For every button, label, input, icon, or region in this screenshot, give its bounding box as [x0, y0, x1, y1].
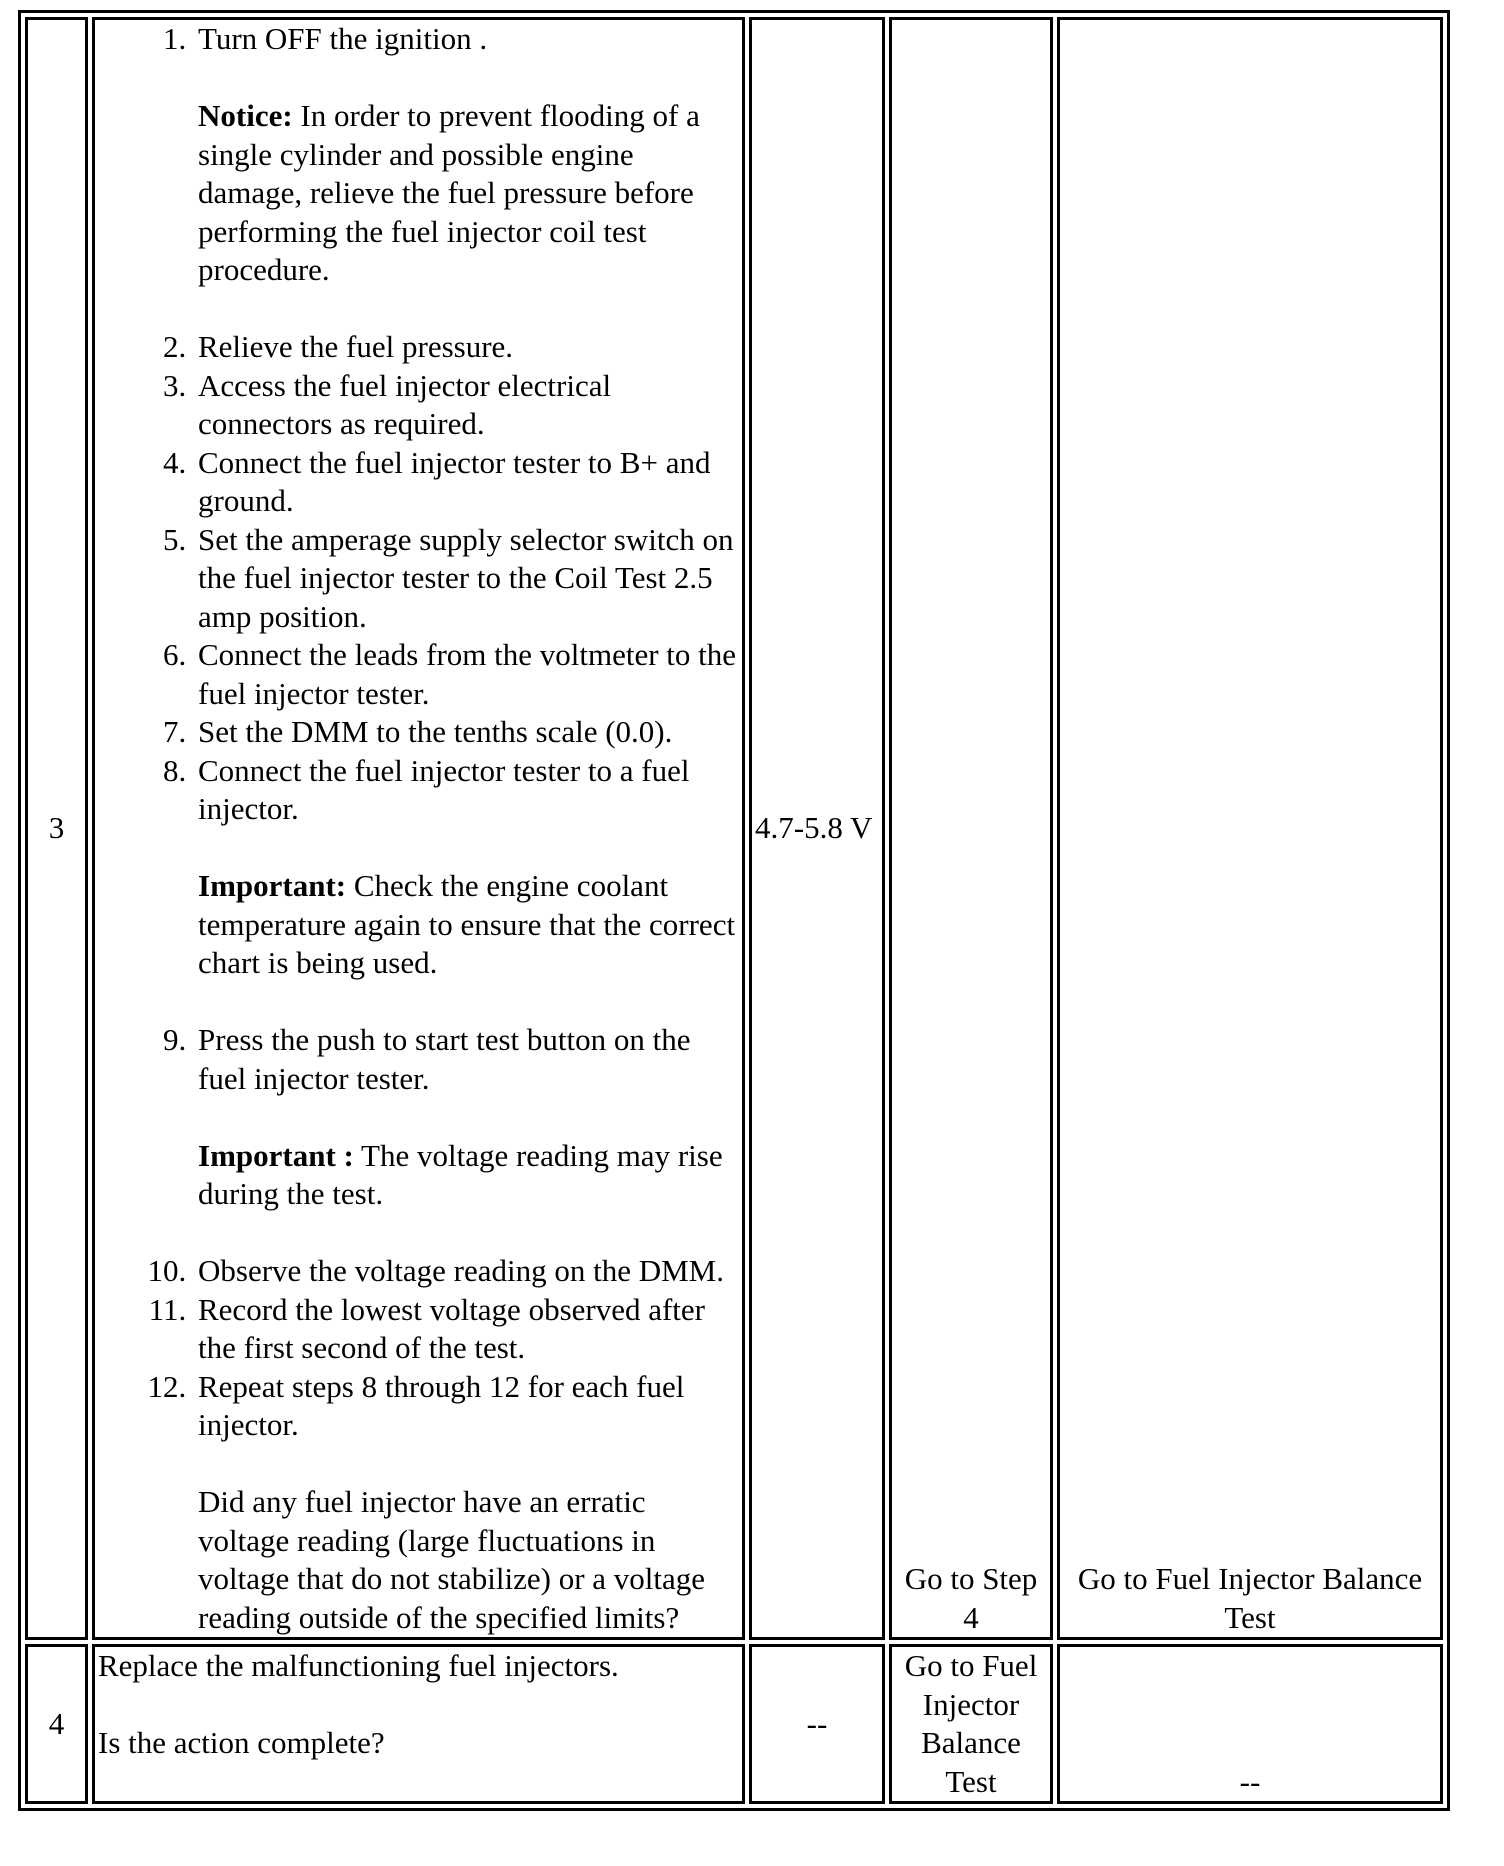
- no-cell: [1057, 1644, 1443, 1804]
- specified-value: 4.7-5.8 V: [755, 810, 873, 846]
- step-number: 3: [48, 810, 65, 846]
- list-item: 4. Connect the fuel injector tester to B+ and ground.: [194, 444, 739, 521]
- list-item: 8. Connect the fuel injector tester to a fuel injector. Important: Check the engine coolant temperature again to ensure that the correct chart is being used.: [194, 752, 739, 983]
- yes-link[interactable]: Go to Fuel Injector Balance Test: [904, 1648, 1038, 1799]
- step-number: 4: [48, 1705, 65, 1741]
- value-cell: [749, 17, 885, 1640]
- table-row-step-4: [25, 1644, 1443, 1804]
- action-list: [98, 20, 739, 1637]
- important-text: The voltage reading may rise during the test.: [198, 1137, 723, 1211]
- step-number-cell: [25, 1644, 88, 1804]
- yes-cell: [889, 17, 1053, 1640]
- action-text: Replace the malfunctioning fuel injectors.: [98, 1648, 619, 1683]
- yes-cell: [889, 1644, 1053, 1804]
- important-label: Important :: [198, 1137, 354, 1173]
- important-text: Check the engine coolant temperature again to ensure that the correct chart is being used.: [198, 868, 736, 980]
- yes-link[interactable]: Go to Step 4: [904, 1561, 1038, 1635]
- list-item: 10. Observe the voltage reading on the DMM.: [194, 1252, 739, 1291]
- diagnostic-table: [18, 10, 1450, 1811]
- no-link[interactable]: Go to Fuel Injector Balance Test: [1077, 1561, 1423, 1635]
- list-item: 3. Access the fuel injector electrical connectors as required.: [194, 367, 739, 444]
- notice-label: Notice:: [198, 98, 293, 133]
- no-cell: [1057, 17, 1443, 1640]
- important-note: [198, 1137, 739, 1214]
- list-item: 9. Press the push to start test button on the fuel injector tester. Important : The voltage reading may rise during the test.: [194, 1021, 739, 1214]
- list-item: 12. Repeat steps 8 through 12 for each fuel injector. Did any fuel injector have an erratic voltage reading (large fluctuations in voltage that do not stabilize) or a voltage reading outside of the specified limits?: [194, 1368, 739, 1638]
- list-item: 11. Record the lowest voltage observed after the first second of the test.: [194, 1291, 739, 1368]
- notice-text: In order to prevent flooding of a single cylinder and possible engine damage, relieve the fuel pressure before performing the fuel injector coil test procedure.: [198, 98, 700, 287]
- action-cell: [92, 1644, 745, 1804]
- list-item: 2. Relieve the fuel pressure.: [194, 328, 739, 367]
- notice-note: [198, 97, 739, 290]
- no-value: --: [1239, 1763, 1261, 1799]
- action-cell: [92, 17, 745, 1640]
- important-label: Important:: [198, 868, 347, 903]
- important-note: [198, 867, 739, 983]
- step-number-cell: [25, 17, 88, 1640]
- list-item: 7. Set the DMM to the tenths scale (0.0).: [194, 713, 739, 752]
- question-text: Did any fuel injector have an erratic voltage reading (large fluctuations in voltage that do not stabilize) or a voltage reading outside of the specified limits?: [198, 1484, 706, 1635]
- specified-value: --: [806, 1705, 828, 1741]
- value-cell: [749, 1644, 885, 1804]
- list-item: 1. Turn OFF the ignition . Notice: In order to prevent flooding of a single cylinder and possible engine damage, relieve the fuel pressure before performing the fuel injector coil test procedure.: [194, 20, 739, 290]
- list-item: 5. Set the amperage supply selector switch on the fuel injector tester to the Coil Test 2.5 amp position.: [194, 521, 739, 637]
- list-item: 6. Connect the leads from the voltmeter to the fuel injector tester.: [194, 636, 739, 713]
- question-text: Is the action complete?: [98, 1725, 385, 1760]
- table-row-step-3: [25, 17, 1443, 1640]
